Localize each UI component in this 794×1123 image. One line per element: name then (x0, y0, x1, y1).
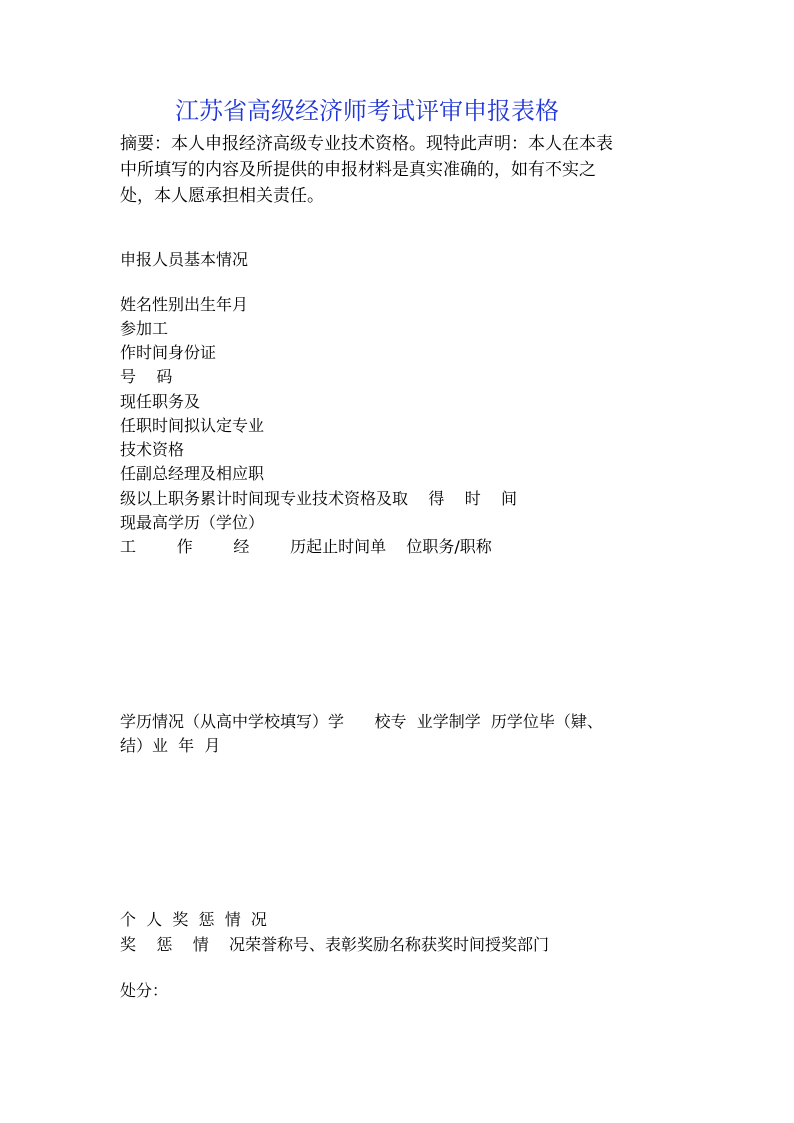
form-line-number: 号 码 (120, 367, 173, 386)
abstract-line: 中所填写的内容及所提供的申报材料是真实准确的，如有不实之 (120, 160, 596, 180)
form-line-highest-education: 现最高学历（学位） (120, 513, 265, 532)
section-heading-basic-info: 申报人员基本情况 (120, 250, 249, 269)
form-line-current-position: 现任职务及 (120, 392, 201, 411)
form-line-work-time-id: 作时间身份证 (120, 343, 217, 362)
abstract-paragraph (120, 131, 690, 209)
abstract-line: 处，本人愿承担相关责任。 (120, 186, 324, 206)
form-line-name-gender-birth: 姓名性别出生年月 (120, 295, 249, 314)
form-line-cumulative-time: 级以上职务累计时间现专业技术资格及取 得 时 间 (120, 489, 518, 508)
education-line: 结）业 年 月 (120, 736, 221, 755)
abstract-line: 摘要：本人申报经济高级专业技术资格。现特此声明：本人在本表 (120, 134, 613, 154)
document-title: 江苏省高级经济师考试评审申报表格 (175, 97, 559, 125)
awards-section-heading: 个 人 奖 惩 情 况 (120, 910, 267, 929)
form-line-join-work: 参加工 (120, 319, 169, 338)
form-line-appointment-time: 任职时间拟认定专业 (120, 416, 265, 435)
form-line-work-experience-header: 工 作 经 历起止时间单 位职务/职称 (120, 537, 492, 556)
punishment-label: 处分： (120, 981, 169, 1000)
form-line-technical-qualification: 技术资格 (120, 440, 185, 459)
education-line: 学历情况（从高中学校填写）学 校专 业学制学 历学位毕（肄、 (120, 712, 603, 731)
awards-table-header: 奖 惩 情 况荣誉称号、表彰奖励名称获奖时间授奖部门 (120, 935, 550, 954)
form-line-deputy-manager: 任副总经理及相应职 (120, 464, 265, 483)
